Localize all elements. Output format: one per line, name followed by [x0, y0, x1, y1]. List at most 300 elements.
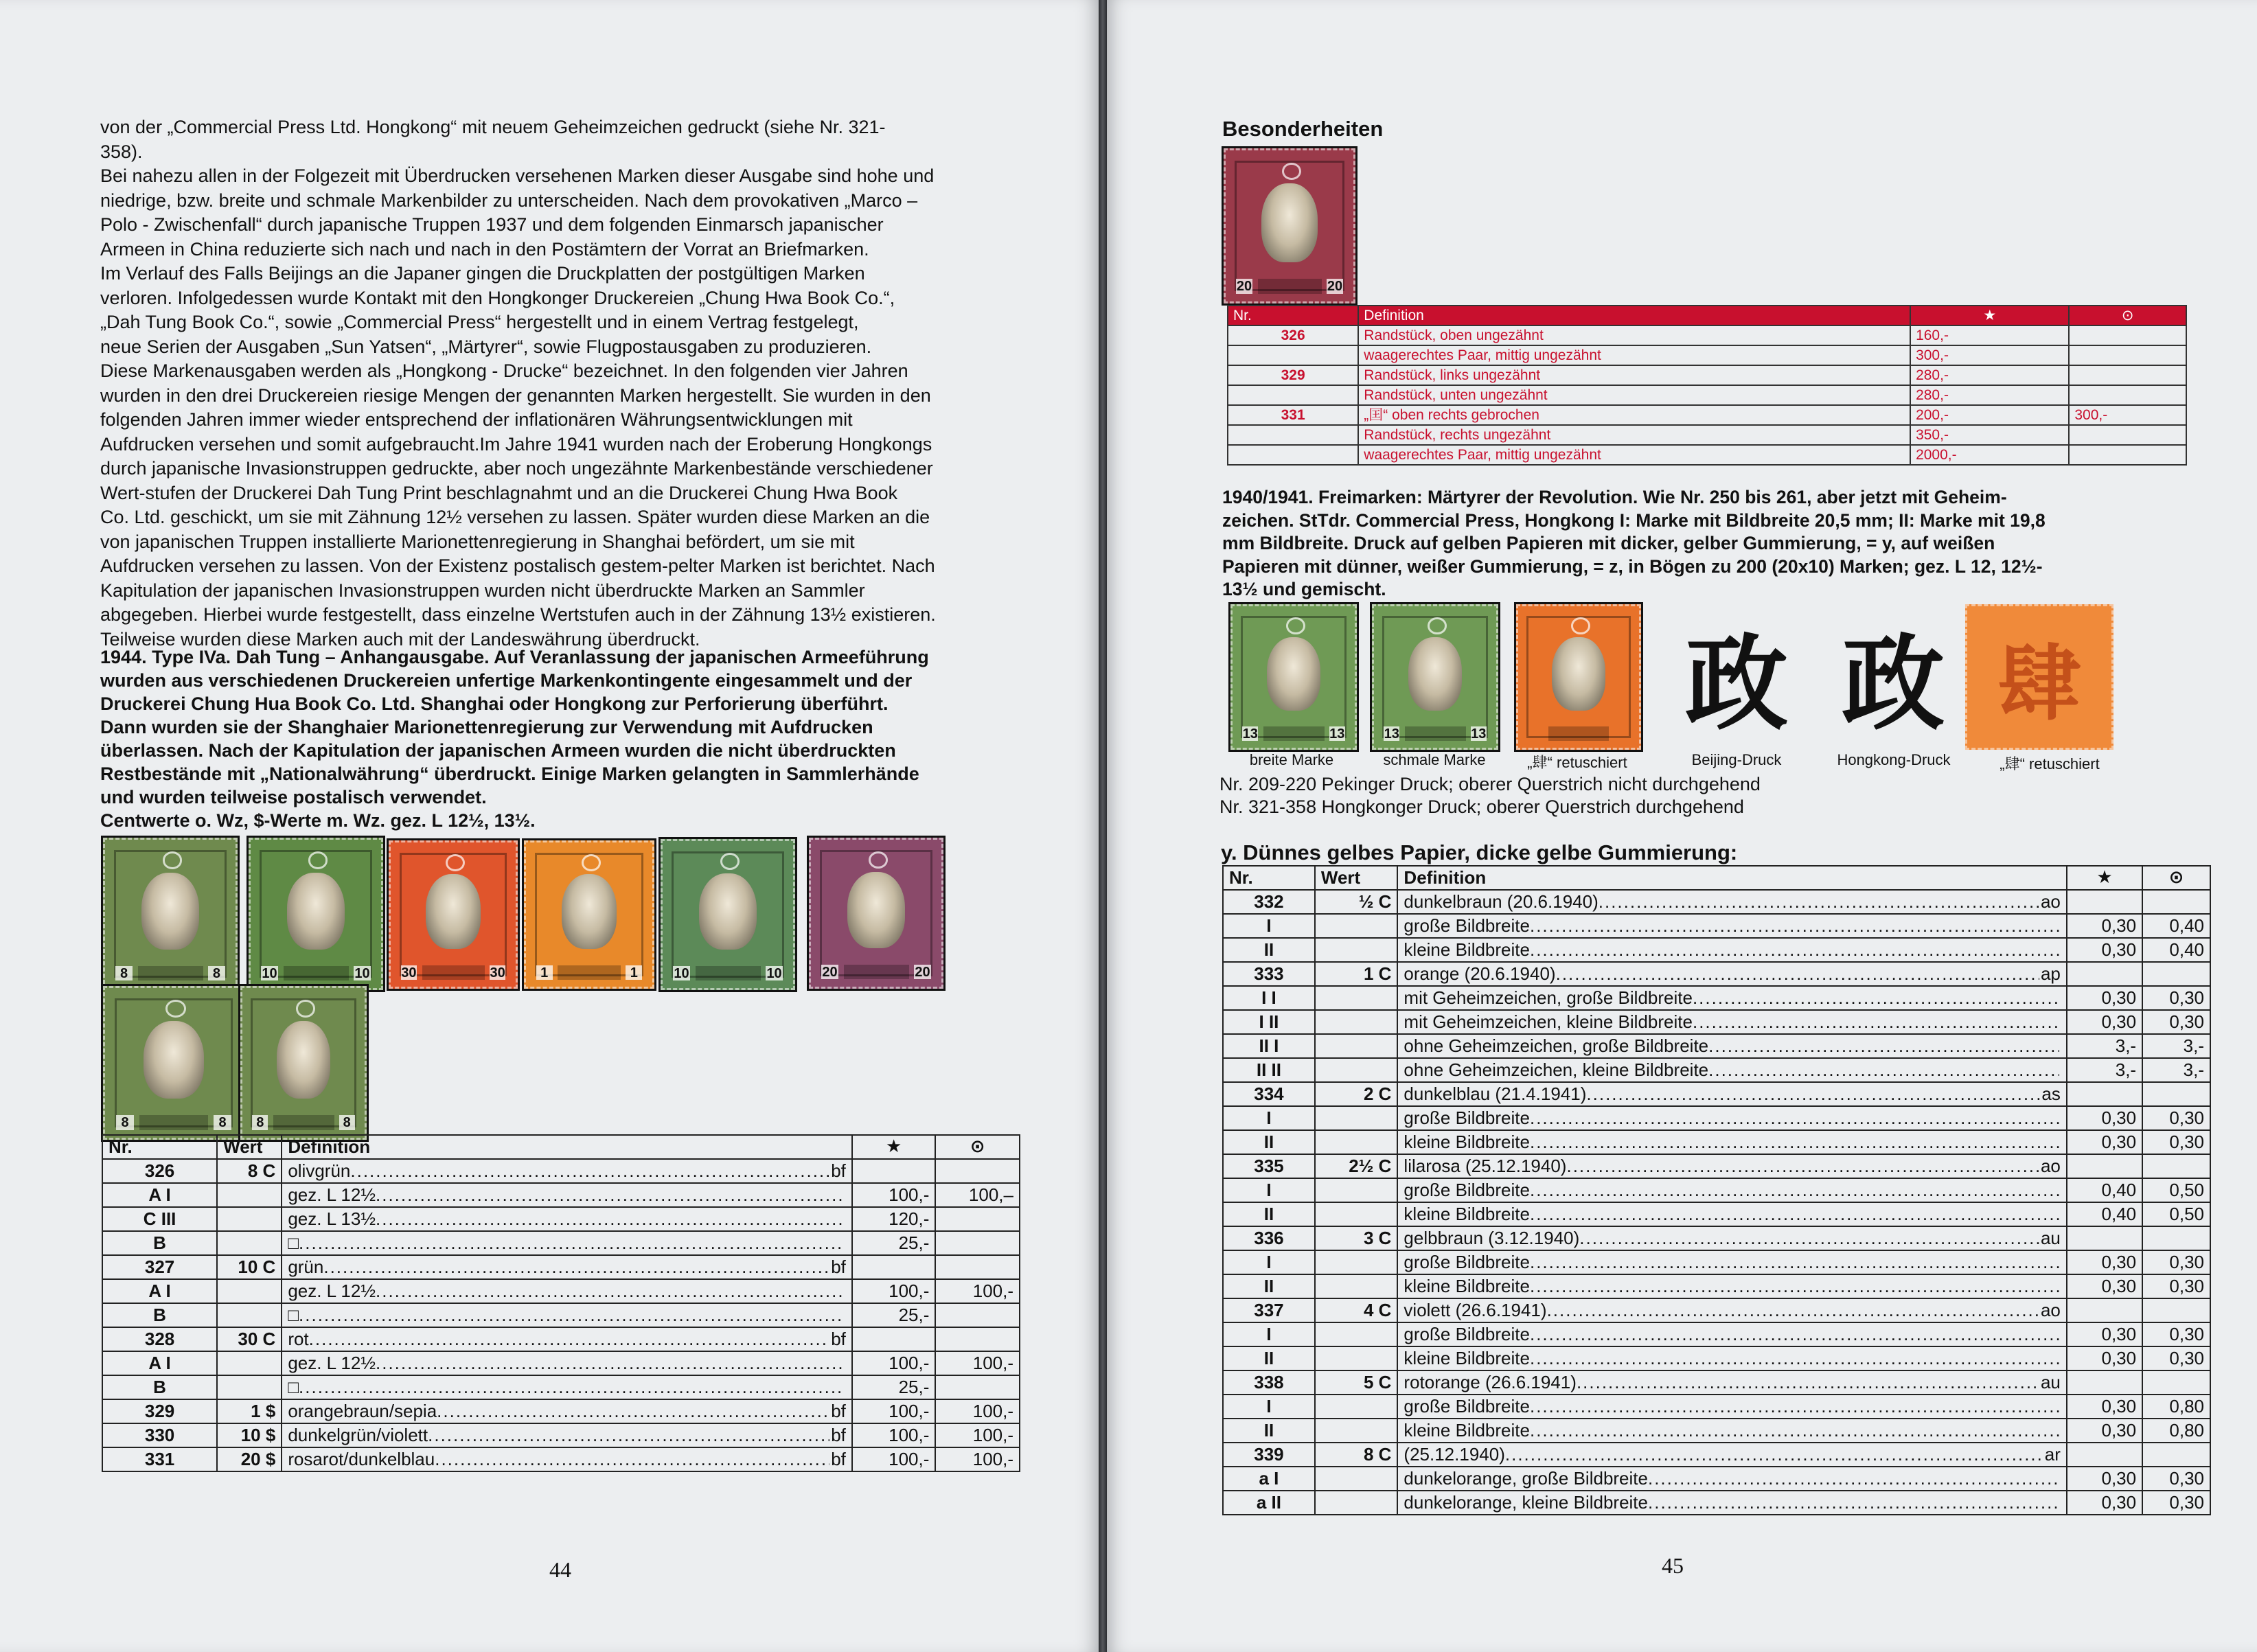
cell-definition [282, 1183, 852, 1207]
stamp-value: 13 [1384, 726, 1399, 742]
cell-mint-price: 25,- [852, 1375, 936, 1399]
table-row [1223, 1346, 2210, 1370]
definition-content [288, 1448, 846, 1471]
catalogue-table-right [1222, 865, 2211, 1515]
stamp-value: 10 [262, 965, 277, 981]
cell-mint-price: 0,30 [2067, 1419, 2142, 1443]
leader-dots [1708, 1035, 2059, 1057]
leader-dots [299, 1232, 845, 1254]
cell-wert: 2½ C [1315, 1154, 1398, 1178]
leader-dots [1693, 1011, 2059, 1033]
definition-suffix [2059, 1491, 2061, 1514]
table-header [102, 1135, 1020, 1159]
book-gutter [1099, 0, 1107, 1652]
definition-suffix [845, 1304, 846, 1327]
issue-description [1222, 486, 2163, 601]
cell-used-price [935, 1255, 1020, 1279]
definition-text: kleine Bildbreite [1404, 1348, 1530, 1368]
cell-wert [217, 1279, 282, 1303]
example-stamp-image [1516, 604, 1641, 750]
definition-content [1404, 1491, 2060, 1514]
cell-nr: 330 [102, 1423, 217, 1447]
cell-used-price [935, 1375, 1020, 1399]
cell-definition: Randstück, links ungezähnt [1358, 365, 1910, 385]
definition-text: (25.12.1940) [1404, 1444, 1505, 1465]
cell-nr [1228, 445, 1358, 465]
leader-dots [1708, 1059, 2059, 1081]
table-row [1223, 1178, 2210, 1202]
sun-emblem-icon [446, 854, 465, 871]
stamp-image [103, 986, 244, 1140]
definition-content [1404, 1443, 2060, 1466]
cell-used-price: 0,30 [2142, 1467, 2210, 1491]
leader-dots [1530, 915, 2059, 937]
cell-used-price [2142, 1370, 2210, 1395]
portrait-image [562, 874, 617, 949]
definition-content [288, 1304, 846, 1327]
cell-mint-price: 100,- [852, 1183, 936, 1207]
cell-wert: 1 C [1315, 962, 1398, 986]
cell-nr: A I [102, 1351, 217, 1375]
definition-suffix: as [2041, 1083, 2061, 1104]
cell-nr: 327 [102, 1255, 217, 1279]
sun-emblem-icon [165, 1000, 186, 1018]
cell-definition [1397, 1058, 2066, 1082]
cell-used-price: 100,- [935, 1351, 1020, 1375]
cell-mint-price: 100,- [852, 1351, 936, 1375]
cell-used-price [935, 1159, 1020, 1183]
text-line: Teilweise wurden diese Marken auch mit der Landeswährung überdruckt. [100, 628, 700, 650]
cell-nr: I [1223, 1106, 1315, 1130]
cell-used-price [2142, 1226, 2210, 1250]
table-row [1223, 1419, 2210, 1443]
table-row [1223, 1491, 2210, 1515]
table-row [1223, 1250, 2210, 1274]
header-mint-star-icon: ★ [852, 1135, 936, 1159]
stamp-inscription [844, 965, 909, 979]
cell-mint-price [2067, 1370, 2142, 1395]
definition-content [1404, 963, 2060, 985]
text-line: zeichen. StTdr. Commercial Press, Hongkong I: Marke mit Bildbreite 20,5 mm; II: Marke mit 19,8 [1222, 509, 2046, 531]
definition-content [288, 1352, 846, 1375]
text-line: 1940/1941. Freimarken: Märtyrer der Revolution. Wie Nr. 250 bis 261, aber jetzt mit Geheim- [1222, 487, 2007, 507]
cell-mint-price: 25,- [852, 1231, 936, 1255]
header-mint-star-icon: ★ [1910, 306, 2069, 325]
header-used-circle-icon: ⊙ [2142, 866, 2210, 890]
cell-mint-price [2067, 1443, 2142, 1467]
table-row [1223, 1274, 2210, 1298]
definition-text: □ [288, 1232, 299, 1253]
portrait-image [1267, 637, 1320, 711]
definition-suffix [845, 1208, 846, 1230]
cell-nr: 331 [102, 1447, 217, 1471]
cell-mint-price [852, 1327, 936, 1351]
cell-nr: II [1223, 1202, 1315, 1226]
leader-dots [1648, 1491, 2059, 1514]
stamp-value: 8 [115, 966, 133, 981]
table-row [102, 1159, 1020, 1183]
definition-content [1404, 1419, 2060, 1442]
definition-content [288, 1328, 846, 1351]
cell-used-price: 0,80 [2142, 1395, 2210, 1419]
definition-text: rot [288, 1329, 309, 1349]
definition-suffix [2059, 939, 2061, 961]
subsection-title: y. Dünnes gelbes Papier, dicke gelbe Gummierung: [1221, 840, 1738, 864]
table-row [102, 1183, 1020, 1207]
cell-wert [1315, 1419, 1398, 1443]
red-table-row [1228, 425, 2186, 445]
cell-nr: I [1223, 1178, 1315, 1202]
definition-suffix [2059, 915, 2061, 937]
header-definition: Definition [1358, 306, 1910, 325]
definition-content [288, 1280, 846, 1303]
cell-definition [1397, 914, 2066, 938]
cell-mint-price [2067, 1154, 2142, 1178]
leader-dots [1648, 1467, 2059, 1490]
leader-dots [1530, 1179, 2059, 1202]
cell-used-price: 0,30 [2142, 1010, 2210, 1034]
cell-nr: II [1223, 938, 1315, 962]
cell-used-price: 0,50 [2142, 1202, 2210, 1226]
cell-wert [1315, 1395, 1398, 1419]
cell-mint-price [2067, 890, 2142, 914]
special-stamp-image [1224, 148, 1355, 303]
leader-dots [1530, 1251, 2059, 1274]
stamp-image [240, 986, 367, 1140]
text-line: Centwerte o. Wz, $-Werte m. Wz. gez. L 12½, 13½. [100, 810, 536, 831]
cell-used-price: 3,- [2142, 1058, 2210, 1082]
definition-text: dunkelblau (21.4.1941) [1404, 1083, 1587, 1104]
table-header [1223, 866, 2210, 890]
leader-dots [1530, 1347, 2059, 1370]
definition-suffix: bf [831, 1257, 846, 1277]
text-line: mm Bildbreite. Druck auf gelben Papieren mit dicker, gelber Gummierung, = y, auf weißen [1222, 533, 1995, 553]
cell-mint-price: 200,- [1910, 405, 2069, 425]
text-line: Polo - Zwischenfall“ durch japanische Truppen 1937 und dem folgenden Einmarsch japanischer [100, 214, 884, 235]
cell-wert [1315, 1010, 1398, 1034]
cell-definition [282, 1447, 852, 1471]
red-table-row [1228, 385, 2186, 405]
definition-text: mit Geheimzeichen, große Bildbreite [1404, 987, 1693, 1008]
cell-mint-price: 100,- [852, 1399, 936, 1423]
cell-used-price: 0,30 [2142, 1274, 2210, 1298]
red-table-row [1228, 445, 2186, 465]
cell-definition [282, 1327, 852, 1351]
definition-suffix: ao [2040, 891, 2061, 912]
cell-mint-price: 160,- [1910, 325, 2069, 345]
leader-dots [1586, 1083, 2040, 1105]
leader-dots [1693, 987, 2059, 1009]
header-mint-star-icon: ★ [2067, 866, 2142, 890]
definition-content [1404, 1107, 2060, 1129]
stamp-image [809, 838, 943, 989]
definition-content [1404, 1323, 2060, 1346]
cell-mint-price: 0,30 [2067, 1130, 2142, 1154]
cell-nr [1228, 425, 1358, 445]
cell-definition [1397, 1370, 2066, 1395]
table-row [102, 1279, 1020, 1303]
definition-text: ohne Geheimzeichen, kleine Bildbreite [1404, 1059, 1709, 1080]
text-line: von der „Commercial Press Ltd. Hongkong“ mit neuem Geheimzeichen gedruckt (siehe Nr. 321- [100, 117, 886, 137]
text-line: Papieren mit dünner, weißer Gummierung, = z, in Bögen zu 200 (20x10) Marken; gez. L 12, 12½- [1222, 555, 2043, 577]
definition-content [1404, 1035, 2060, 1057]
cell-mint-price: 0,30 [2067, 938, 2142, 962]
red-table-row [1228, 405, 2186, 425]
sun-emblem-icon [1571, 617, 1590, 634]
red-table-row [1228, 345, 2186, 365]
cell-mint-price: 100,- [852, 1279, 936, 1303]
cell-used-price: 0,40 [2142, 938, 2210, 962]
definition-content [1404, 1275, 2060, 1298]
cell-wert [1315, 1250, 1398, 1274]
example-caption: Beijing-Druck [1691, 751, 1782, 768]
cell-mint-price: 3,- [2067, 1034, 2142, 1058]
definition-content [288, 1232, 846, 1254]
cell-definition: Randstück, unten ungezähnt [1358, 385, 1910, 405]
text-line: Nr. 321-358 Hongkonger Druck; oberer Querstrich durchgehend [1219, 796, 1744, 817]
cell-nr [1228, 345, 1358, 365]
cell-used-price: 300,- [2069, 405, 2186, 425]
definition-content [1404, 1251, 2060, 1274]
cell-definition [1397, 1491, 2066, 1515]
stamp-value: 20 [1236, 279, 1252, 294]
definition-text: gez. L 12½ [288, 1281, 376, 1301]
stamp-value: 8 [214, 1115, 231, 1130]
cell-nr: C III [102, 1207, 217, 1231]
cell-used-price [2142, 1298, 2210, 1322]
cell-mint-price: 0,30 [2067, 986, 2142, 1010]
cell-nr: 334 [1223, 1082, 1315, 1106]
cell-nr: I II [1223, 1010, 1315, 1034]
cell-definition [1397, 1082, 2066, 1106]
cell-definition [1397, 1419, 2066, 1443]
intro-paragraph [100, 115, 1017, 652]
table-row [1223, 1226, 2210, 1250]
text-line: und wurden teilweise postalisch verwendet. [100, 787, 487, 807]
stamp-value: 30 [490, 965, 505, 980]
table-row [1223, 890, 2210, 914]
example-stamp-image [1372, 604, 1498, 750]
table-row [1223, 1298, 2210, 1322]
definition-suffix: ap [2040, 963, 2061, 984]
portrait-image [277, 1021, 330, 1099]
cell-nr: II [1223, 1274, 1315, 1298]
cell-wert [1315, 1491, 1398, 1515]
table-row [1223, 962, 2210, 986]
cell-used-price [935, 1231, 1020, 1255]
stamp-inscription [273, 1115, 334, 1130]
cell-mint-price [852, 1255, 936, 1279]
stamp-value: 1 [626, 965, 642, 980]
header-definition: Definition [1397, 866, 2066, 890]
leader-dots [1530, 1419, 2059, 1442]
definition-suffix [2059, 1419, 2061, 1442]
cell-definition [1397, 1443, 2066, 1467]
cell-definition [1397, 986, 2066, 1010]
header-nr: Nr. [1228, 306, 1358, 325]
stamp-image [661, 839, 795, 990]
cell-wert [1315, 1130, 1398, 1154]
cell-mint-price: 0,40 [2067, 1178, 2142, 1202]
definition-suffix [2059, 1107, 2061, 1129]
cell-mint-price [2067, 1226, 2142, 1250]
red-table-header [1228, 306, 2186, 325]
definition-suffix: au [2040, 1228, 2061, 1248]
cell-definition [1397, 1034, 2066, 1058]
portrait-image [426, 874, 481, 949]
cell-definition: waagerechtes Paar, mittig ungezähnt [1358, 445, 1910, 465]
leader-dots [376, 1280, 845, 1303]
header-wert: Wert [217, 1135, 282, 1159]
table-row [1223, 1467, 2210, 1491]
table-row [102, 1375, 1020, 1399]
definition-suffix [2059, 1011, 2061, 1033]
cell-definition [1397, 1202, 2066, 1226]
cell-used-price: 0,30 [2142, 1346, 2210, 1370]
cell-wert: 10 C [217, 1255, 282, 1279]
cell-mint-price: 100,- [852, 1423, 936, 1447]
cell-wert [1315, 1467, 1398, 1491]
definition-suffix [2059, 1203, 2061, 1226]
text-line: niedrige, bzw. breite und schmale Markenbilder zu unterscheiden. Nach dem provokativen „Marco – [100, 190, 918, 211]
definition-text: große Bildbreite [1404, 1324, 1530, 1344]
cell-definition [1397, 1106, 2066, 1130]
cell-nr: 326 [1228, 325, 1358, 345]
table-row [102, 1303, 1020, 1327]
cell-mint-price: 0,30 [2067, 1274, 2142, 1298]
red-table-row [1228, 365, 2186, 385]
cell-nr: 331 [1228, 405, 1358, 425]
cell-nr: I [1223, 1395, 1315, 1419]
cell-wert [1315, 1058, 1398, 1082]
definition-text: rotorange (26.6.1941) [1404, 1372, 1577, 1392]
cell-mint-price: 350,- [1910, 425, 2069, 445]
left-page [0, 0, 1099, 1652]
cell-mint-price [852, 1159, 936, 1183]
definition-suffix [2059, 1059, 2061, 1081]
cell-used-price [2069, 445, 2186, 465]
definition-suffix [2059, 1035, 2061, 1057]
cell-definition [282, 1303, 852, 1327]
cell-definition [1397, 1298, 2066, 1322]
right-page [1107, 0, 2257, 1652]
header-nr: Nr. [102, 1135, 217, 1159]
leader-dots [1505, 1443, 2043, 1466]
definition-content [1404, 1179, 2060, 1202]
portrait-image [847, 872, 905, 948]
cell-definition: Randstück, oben ungezähnt [1358, 325, 1910, 345]
stamp-value: 10 [674, 965, 689, 981]
table-row [1223, 1154, 2210, 1178]
definition-content [1404, 915, 2060, 937]
cell-wert: 1 $ [217, 1399, 282, 1423]
text-line: Wert-stufen der Druckerei Dah Tung Print beschlagnahmt und an die Druckerei Chung Hwa Book [100, 482, 898, 503]
cell-definition [1397, 1395, 2066, 1419]
table-row [1223, 1010, 2210, 1034]
cell-definition: „囯“ oben rechts gebrochen [1358, 405, 1910, 425]
stamp-inscription [1258, 279, 1322, 294]
cell-used-price: 100,- [935, 1423, 1020, 1447]
cell-wert [217, 1351, 282, 1375]
cell-nr: 336 [1223, 1226, 1315, 1250]
leader-dots [1579, 1227, 2039, 1250]
cell-wert: 2 C [1315, 1082, 1398, 1106]
cell-mint-price: 100,- [852, 1447, 936, 1471]
cell-definition [282, 1351, 852, 1375]
cell-nr: 329 [1228, 365, 1358, 385]
cell-used-price [2142, 1154, 2210, 1178]
cell-nr: 332 [1223, 890, 1315, 914]
example-caption: „肆“ retuschiert [2000, 755, 2100, 772]
text-line: Kapitulation der japanischen Invasionstruppen wurden nicht überdruckte Marken an Sammler [100, 580, 865, 601]
catalogue-table-left [102, 1134, 1020, 1472]
sun-emblem-icon [163, 851, 183, 869]
header-definition: Definition [282, 1135, 852, 1159]
cell-mint-price: 120,- [852, 1207, 936, 1231]
sun-emblem-icon [308, 851, 328, 869]
cell-definition [1397, 1178, 2066, 1202]
example-caption: Hongkong-Druck [1837, 751, 1951, 768]
cell-nr: A I [102, 1183, 217, 1207]
table-row [1223, 1058, 2210, 1082]
text-line: 358). [100, 141, 143, 162]
leader-dots [1530, 1203, 2059, 1226]
cell-wert [217, 1231, 282, 1255]
cell-mint-price: 2000,- [1910, 445, 2069, 465]
definition-text: große Bildbreite [1404, 1180, 1530, 1200]
cell-wert: ½ C [1315, 890, 1398, 914]
stamp-image [103, 838, 238, 990]
cell-used-price: 0,30 [2142, 1130, 2210, 1154]
example-caption: „肆“ retuschiert [1527, 754, 1627, 771]
portrait-image [141, 873, 199, 950]
text-line: Armeen in China reduzierte sich nach und nach in den Postämtern der Vorrat an Briefmarken. [100, 238, 869, 260]
definition-text: lilarosa (25.12.1940) [1404, 1156, 1567, 1176]
cell-definition [1397, 938, 2066, 962]
text-line: durch japanische Invasionstruppen gedruckte, aber noch ungezähnte Markenbestände verschiedener [100, 458, 933, 479]
table-row [1223, 1443, 2210, 1467]
definition-suffix [845, 1352, 846, 1375]
stamp-value: 8 [252, 1115, 268, 1130]
cell-used-price: 3,- [2142, 1034, 2210, 1058]
leader-dots [1530, 1323, 2059, 1346]
leader-dots [1547, 1299, 2039, 1322]
table-row [1223, 938, 2210, 962]
definition-text: dunkelbraun (20.6.1940) [1404, 891, 1599, 912]
portrait-image [699, 873, 757, 950]
definition-text: kleine Bildbreite [1404, 1132, 1530, 1152]
text-line: wurden aus verschiedenen Druckereien unfertige Markenkontingente eingesammelt und der [100, 670, 913, 691]
page-number-right: 45 [1662, 1553, 1684, 1578]
definition-suffix [2059, 1251, 2061, 1274]
cell-used-price: 100,– [935, 1183, 1020, 1207]
cell-mint-price: 0,30 [2067, 1322, 2142, 1346]
cell-used-price [2142, 962, 2210, 986]
definition-text: rosarot/dunkelblau [288, 1449, 435, 1469]
definition-suffix [2059, 1347, 2061, 1370]
leader-dots [376, 1184, 845, 1206]
leader-dots [350, 1160, 829, 1182]
cell-nr: II I [1223, 1034, 1315, 1058]
definition-text: violett (26.6.1941) [1404, 1300, 1547, 1320]
cell-used-price: 0,40 [2142, 914, 2210, 938]
leader-dots [1530, 1395, 2059, 1418]
stamp-value: 8 [116, 1115, 134, 1130]
definition-text: olivgrün [288, 1160, 351, 1181]
definition-text: große Bildbreite [1404, 1252, 1530, 1272]
definition-content [1404, 1011, 2060, 1033]
leader-dots [1530, 1107, 2059, 1129]
